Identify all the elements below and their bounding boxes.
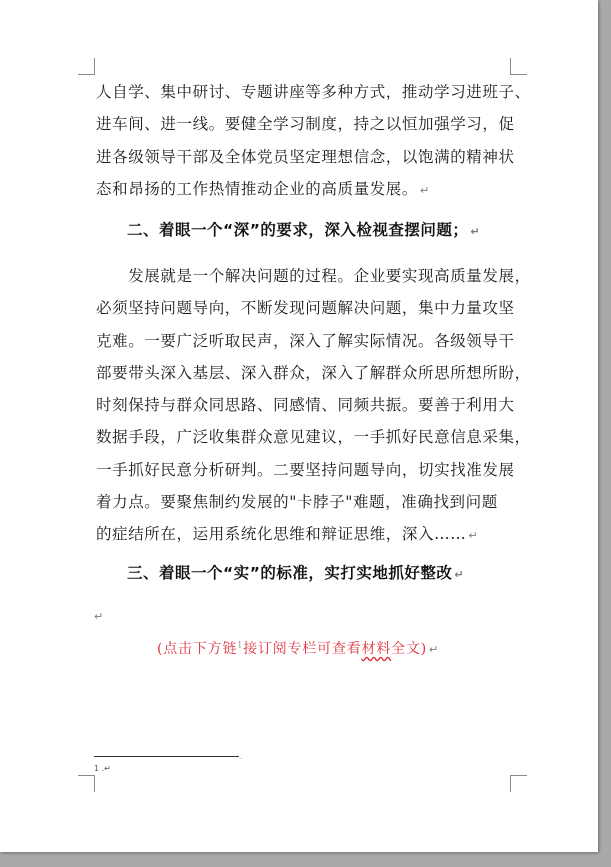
body-paragraph-1[interactable] bbox=[96, 76, 531, 205]
footnote-reference[interactable]: 1 bbox=[237, 640, 244, 650]
paragraph-mark-icon: ↵ bbox=[420, 183, 430, 197]
paragraph-mark-icon: ↵ bbox=[470, 225, 481, 238]
margin-corner-top-left bbox=[78, 58, 95, 75]
margin-corner-bottom-left bbox=[78, 775, 95, 792]
paragraph-line: 进车间、进一线。要健全学习制度，持之以恒加强学习，促 bbox=[96, 115, 515, 134]
paragraph-mark-icon: ↵ bbox=[454, 568, 465, 581]
paragraph-mark-icon: ↵ bbox=[468, 529, 479, 543]
subscription-note[interactable]: (点击下方链$^1$接订阅专栏可查看材料全文) ↵ bbox=[157, 640, 440, 657]
empty-paragraph-mark-icon: ↵ bbox=[94, 610, 104, 623]
paragraph-line: 态和昂扬的工作热情推动企业的高质量发展。 ↵ bbox=[96, 179, 430, 198]
section-heading-2[interactable]: 二、着眼一个“深”的要求，深入检视查摆问题； ↵ bbox=[127, 221, 481, 239]
section-heading-3[interactable]: 三、着眼一个“实”的标准，实打实地抓好整改 ↵ bbox=[127, 564, 465, 582]
body-paragraph-2[interactable] bbox=[96, 260, 531, 551]
paragraph-line: 克难。一要广泛听取民声，深入了解实际情况。各级领导干 bbox=[96, 331, 515, 350]
paragraph-line: 的症结所在，运用系统化思维和辩证思维，深入…… ↵ bbox=[96, 525, 479, 544]
paragraph-line: 着力点。要聚焦制约发展的"卡脖子"难题，准确找到问题 bbox=[96, 493, 498, 512]
footnote-text[interactable]: 1 .↵ bbox=[94, 764, 111, 773]
margin-corner-bottom-right bbox=[510, 775, 527, 792]
paragraph-line: 必须坚持问题导向，不断发现问题解决问题，集中力量攻坚 bbox=[96, 299, 515, 318]
paragraph-line: 进各级领导干部及全体党员坚定理想信念，以饱满的精神状 bbox=[96, 147, 515, 166]
paragraph-mark-icon: ↵ bbox=[429, 643, 440, 656]
paragraph-line: 数据手段，广泛收集群众意见建议，一手抓好民意信息采集， bbox=[96, 428, 531, 447]
paragraph-line: 部要带头深入基层、深入群众，深入了解群众所思所想所盼， bbox=[96, 363, 531, 382]
paragraph-line: 一手抓好民意分析研判。二要坚持问题导向，切实找准发展 bbox=[96, 460, 515, 479]
footnote-separator-mark: . bbox=[240, 752, 243, 761]
paragraph-line: 发展就是一个解决问题的过程。企业要实现高质量发展， bbox=[96, 267, 531, 285]
paragraph-line: 时刻保持与群众同思路、同感情、同频共振。要善于利用大 bbox=[96, 396, 515, 415]
footnote-separator bbox=[94, 756, 239, 757]
paragraph-line: 人自学、集中研讨、专题讲座等多种方式，推动学习进班子、 bbox=[96, 83, 531, 101]
margin-corner-top-right bbox=[510, 58, 527, 75]
spellcheck-underlined-word: 材料 bbox=[361, 641, 392, 657]
